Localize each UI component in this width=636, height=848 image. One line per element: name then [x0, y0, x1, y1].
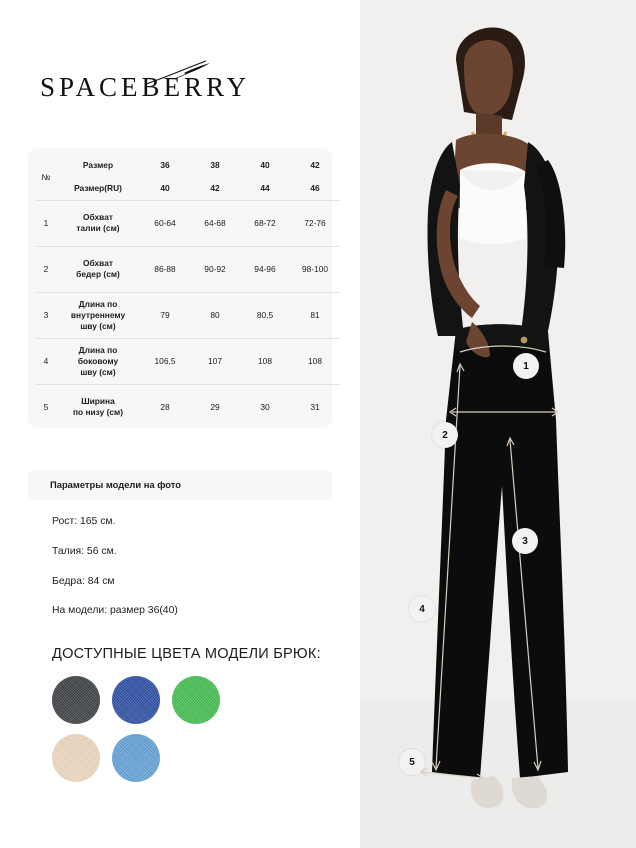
color-swatch-green[interactable]	[172, 676, 220, 724]
row-value: 29	[210, 402, 220, 413]
table-cell-eu-42: 42	[310, 160, 320, 170]
row-label-line1: Обхват	[83, 258, 113, 268]
row-label-line1: Длина по	[78, 344, 118, 355]
brand-logo	[40, 72, 320, 118]
table-row-header-ru	[36, 176, 340, 200]
row-label	[56, 292, 140, 338]
row-label-line1: Ширина	[81, 396, 115, 407]
row-label-line3: шву (см)	[80, 366, 116, 377]
model-illustration	[360, 0, 636, 848]
row-label-line2: бедер (см)	[76, 269, 120, 279]
row-value: 108	[258, 356, 272, 366]
measure-badge-4: 4	[409, 596, 435, 622]
brand-name: SPACEBERRY	[40, 72, 251, 102]
row-label-line2: боковому	[77, 355, 119, 366]
row-value: 108	[308, 356, 322, 366]
color-swatch-beige[interactable]	[52, 734, 100, 782]
table-row	[36, 292, 340, 338]
row-label-line2: внутреннему	[70, 309, 126, 320]
table-cell-label-size: Размер	[82, 160, 114, 170]
measure-badge-3: 3	[512, 528, 538, 554]
table-cell-eu-38: 38	[210, 160, 220, 170]
row-value: 90-92	[204, 264, 226, 274]
row-value: 68-72	[254, 218, 276, 228]
row-label	[56, 246, 140, 292]
model-param-height: Рост: 165 см.	[52, 516, 116, 527]
table-row	[36, 246, 340, 292]
row-value: 72-76	[304, 218, 326, 228]
row-value: 94-96	[254, 264, 276, 274]
table-row	[36, 338, 340, 384]
row-value: 81	[310, 310, 320, 320]
size-table	[36, 154, 340, 430]
table-cell-label-size-ru: Размер(RU)	[74, 182, 122, 193]
row-value: 80	[210, 310, 220, 320]
row-value: 98-100	[301, 264, 329, 274]
comet-swoosh-icon	[144, 60, 214, 86]
swatch-texture	[112, 734, 160, 782]
table-cell-ru-40: 40	[160, 182, 170, 193]
color-swatch-light-blue[interactable]	[112, 734, 160, 782]
row-number: 3	[43, 310, 49, 320]
model-params-header	[28, 470, 332, 500]
row-number: 1	[43, 218, 49, 228]
row-value: 86-88	[154, 264, 176, 274]
table-row	[36, 384, 340, 430]
table-cell-ru-46: 46	[310, 182, 320, 193]
table-cell-eu-40: 40	[260, 160, 270, 170]
row-value: 107	[208, 356, 222, 366]
swatch-texture	[52, 676, 100, 724]
row-label	[56, 338, 140, 384]
row-value: 64-68	[204, 218, 226, 228]
swatch-texture	[172, 676, 220, 724]
row-label	[56, 384, 140, 430]
color-swatch-dark-grey[interactable]	[52, 676, 100, 724]
row-label-line2: по низу (см)	[72, 407, 124, 418]
model-param-waist: Талия: 56 см.	[52, 546, 117, 557]
swatch-texture	[52, 734, 100, 782]
row-value: 28	[160, 402, 170, 413]
row-value: 31	[310, 402, 320, 413]
row-number: 5	[43, 402, 49, 413]
measure-badge-1: 1	[513, 353, 539, 379]
row-label-line1: Длина по	[78, 298, 118, 309]
row-value: 30	[260, 402, 270, 413]
model-photo	[360, 0, 636, 848]
row-label-line2: талии (см)	[76, 223, 120, 233]
table-row	[36, 200, 340, 246]
row-label	[56, 200, 140, 246]
row-value: 106,5	[154, 356, 176, 366]
swatch-texture	[112, 676, 160, 724]
table-cell-eu-36: 36	[160, 160, 170, 170]
size-table-card	[28, 148, 332, 428]
color-swatch-blue[interactable]	[112, 676, 160, 724]
model-param-size: На модели: размер 36(40)	[52, 605, 178, 616]
table-row-header-eu	[36, 154, 340, 176]
row-value: 80,5	[256, 310, 274, 320]
table-cell-ru-42: 42	[210, 182, 220, 193]
colors-title: ДОСТУПНЫЕ ЦВЕТА МОДЕЛИ БРЮК:	[52, 646, 321, 662]
row-value: 60-64	[154, 218, 176, 228]
table-cell-ru-44: 44	[260, 182, 270, 193]
measure-badge-2: 2	[432, 422, 458, 448]
row-number: 2	[43, 264, 49, 274]
row-value: 79	[160, 310, 170, 320]
model-param-hips: Бедра: 84 см	[52, 576, 115, 587]
measure-badge-5: 5	[399, 749, 425, 775]
table-cell-num-header: №	[41, 171, 51, 182]
row-label-line3: шву (см)	[80, 320, 116, 331]
row-number: 4	[43, 356, 49, 366]
model-params-title: Параметры модели на фото	[50, 479, 181, 490]
row-label-line1: Обхват	[83, 212, 113, 222]
